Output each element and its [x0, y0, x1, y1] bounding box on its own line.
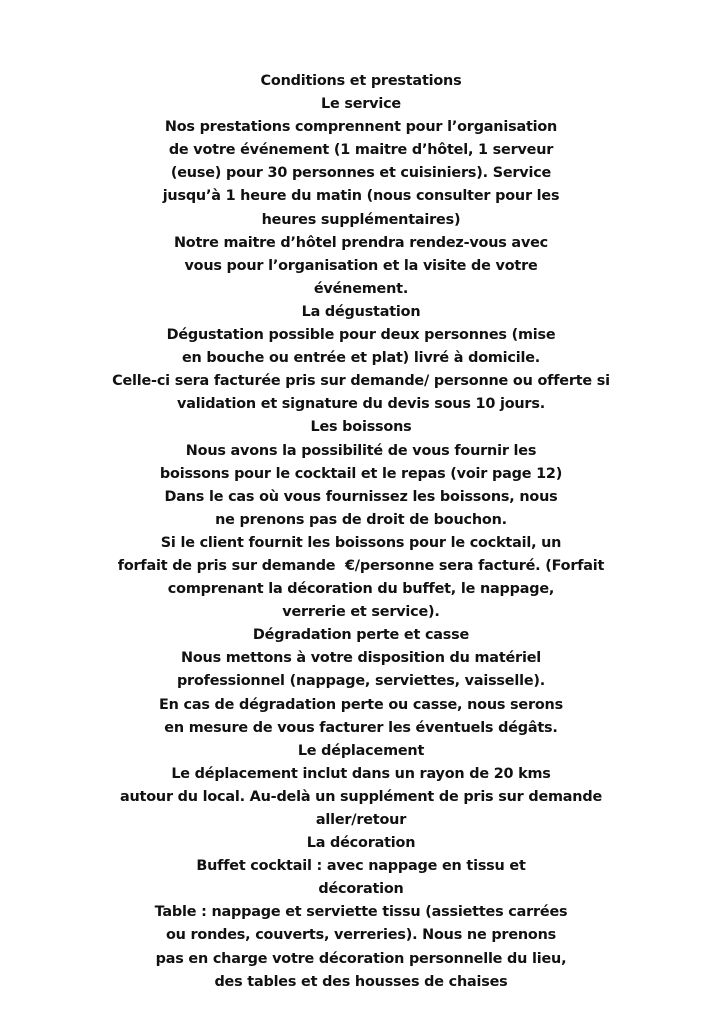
boissons-line: verrerie et service).	[282, 604, 440, 621]
boissons-line: Dans le cas où vous fournissez les boissons, nous	[164, 488, 558, 505]
section-heading-boissons: Les boissons	[310, 419, 412, 436]
deplacement-line: aller/retour	[315, 812, 407, 828]
degradation-line: en mesure de vous facturer les éventuels dégâts.	[164, 719, 558, 736]
degradation-line: Nous mettons à votre disposition du matériel	[181, 650, 541, 667]
service-line: Nos prestations comprennent pour l’organisation	[164, 119, 558, 136]
decoration-line: Table : nappage et serviette tissu (assiettes carrées	[154, 904, 568, 921]
section-heading-degustation: La dégustation	[301, 303, 421, 320]
degradation-line: En cas de dégradation perte ou casse, nous serons	[159, 696, 563, 713]
decoration-line: Buffet cocktail : avec nappage en tissu et	[196, 858, 526, 875]
boissons-line: ne prenons pas de droit de bouchon.	[215, 511, 507, 528]
decoration-line: pas en charge votre décoration personnelle du lieu,	[155, 950, 567, 967]
boissons-line: forfait de pris sur demande €/personne sera facturé. (Forfait	[117, 557, 605, 574]
boissons-line: Nous avons la possibilité de vous fournir les	[185, 442, 537, 459]
boissons-line: Si le client fournit les boissons pour le cocktail, un	[160, 534, 562, 551]
degradation-line: professionnel (nappage, serviettes, vaisselle).	[176, 673, 546, 690]
degustation-line: Dégustation possible pour deux personnes (mise	[166, 327, 556, 344]
service-line: (euse) pour 30 personnes et cuisiniers). Service	[170, 165, 552, 182]
deplacement-line: Le déplacement inclut dans un rayon de 20 kms	[171, 765, 551, 782]
service-line: de votre événement (1 maitre d’hôtel, 1 serveur	[168, 142, 554, 159]
degustation-line: en bouche ou entrée et plat) livré à domicile.	[181, 350, 541, 367]
boissons-line: boissons pour le cocktail et le repas (voir page 12)	[159, 465, 563, 482]
decoration-line: ou rondes, couverts, verreries). Nous ne prenons	[165, 927, 557, 944]
service-line: événement.	[313, 280, 409, 297]
service-line: jusqu’à 1 heure du matin (nous consulter pour les	[162, 188, 560, 205]
section-heading-degradation: Dégradation perte et casse	[252, 627, 470, 644]
document-title: Conditions et prestations	[260, 73, 462, 89]
section-heading-decoration: La décoration	[306, 835, 416, 852]
decoration-line: décoration	[318, 881, 404, 898]
document-page	[0, 70, 722, 994]
decoration-line: des tables et des housses de chaises	[214, 973, 508, 990]
service-line: Notre maitre d’hôtel prendra rendez-vous avec	[173, 234, 549, 251]
deplacement-line: autour du local. Au-delà un supplément de pris sur demande	[119, 788, 603, 805]
boissons-line: comprenant la décoration du buffet, le nappage,	[167, 581, 555, 598]
service-line: heures supplémentaires)	[261, 211, 461, 228]
degustation-line: validation et signature du devis sous 10 jours.	[177, 396, 545, 413]
degustation-line: Celle-ci sera facturée pris sur demande/ personne ou offerte si	[112, 373, 610, 390]
section-heading-deplacement: Le déplacement	[297, 742, 425, 759]
service-line: vous pour l’organisation et la visite de votre	[184, 257, 538, 274]
section-heading-service: Le service	[321, 96, 401, 113]
